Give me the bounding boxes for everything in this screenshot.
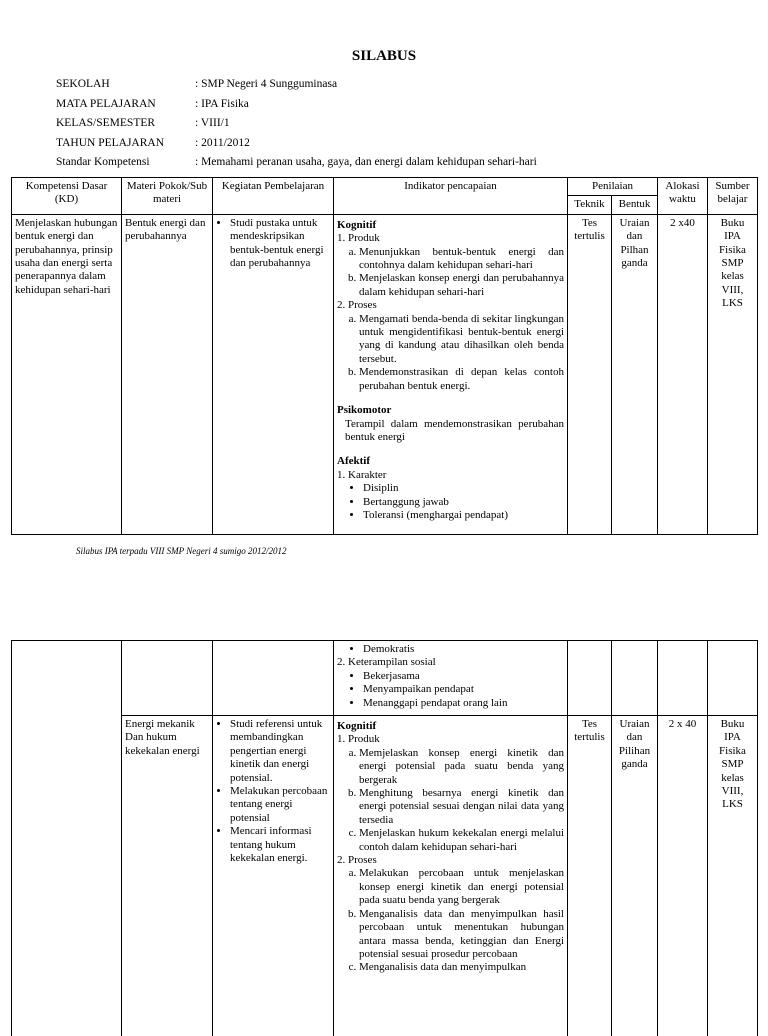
- kegiatan-item: • Mencari informasi tentang hukum kekekalan energi.: [230, 825, 330, 865]
- kognitif-heading: Kognitif: [337, 218, 377, 231]
- karakter-item: • Demokratis: [363, 643, 564, 656]
- meta-row-standar: Standar Kompetensi : Memahami peranan usaha, gaya, dan energi dalam kehidupan sehari-hari: [56, 156, 537, 168]
- kegiatan-cell-2: [213, 716, 334, 1036]
- sosial-item: • Menanggapi pendapat orang lain: [363, 697, 564, 710]
- page-footer: Silabus IPA terpadu VIII SMP Negeri 4 sumigo 2012/2012: [76, 546, 287, 556]
- proses-heading: 2. Proses: [337, 854, 377, 867]
- materi-cell: Bentuk energi dan perubahannya: [122, 214, 213, 534]
- psikomotor-heading: Psikomotor: [337, 404, 392, 417]
- header-kegiatan: Kegiatan Pembelajaran: [213, 178, 334, 215]
- kd-cell: [12, 641, 122, 1036]
- kegiatan-item: • Studi pustaka untuk mendeskripsikan bentuk-bentuk energi dan perubahannya: [230, 217, 330, 271]
- alokasi-cell-2: 2 x 40: [658, 716, 708, 1036]
- sosial-item: • Bekerjasama: [363, 670, 564, 683]
- header-sumber: Sumber belajar: [708, 178, 758, 215]
- document-title: SILABUS: [351, 48, 417, 64]
- meta-row-tahun: TAHUN PELAJARAN : 2011/2012: [56, 136, 250, 149]
- syllabus-table-page2: [11, 640, 758, 1036]
- indikator-item: c. Menganalisis data dan menyimpulkan: [359, 961, 564, 974]
- karakter-item: • Bertanggung jawab: [363, 496, 564, 509]
- teknik-cell: Tes tertulis: [568, 214, 612, 534]
- sosial-item: • Menyampaikan pendapat: [363, 683, 564, 696]
- indikator-cell-2: [334, 716, 568, 1036]
- indikator-item: b. Menganalisis data dan menyimpulkan hasil percobaan untuk menentukan hubungan antara massa benda, ketinggian dan Energi potensial sesuai prosedur percobaan: [359, 908, 564, 962]
- identity-block: [56, 78, 537, 176]
- afektif-heading: Afektif: [337, 455, 370, 468]
- karakter-heading: 1. Karakter: [337, 468, 387, 481]
- meta-row-kelas: KELAS/SEMESTER : VIII/1: [56, 117, 230, 129]
- kognitif-heading: Kognitif: [337, 720, 377, 732]
- indikator-item: a. Menunjukkan bentuk-bentuk energi dan contohnya dalam kehidupan sehari-hari: [359, 246, 564, 273]
- header-bentuk: Bentuk: [612, 196, 658, 214]
- header-kd: Kompetensi Dasar (KD): [12, 178, 122, 215]
- indikator-item: a. Mengamati benda-benda di sekitar lingkungan untuk mengidentifikasi bentuk-bentuk energi yang di kandung atau dihasilkan oleh benda tersebut.: [359, 313, 564, 367]
- kegiatan-item: • Studi referensi untuk membandingkan pengertian energi kinetik dan energi potensial.: [230, 718, 330, 785]
- bentuk-cell: Uraian dan Pilhan ganda: [612, 214, 658, 534]
- materi-cell-2: Energi mekanik Dan hukum kekekalan energi: [122, 716, 213, 1036]
- alokasi-cell: 2 x40: [658, 214, 708, 534]
- kegiatan-cell: [213, 214, 334, 534]
- karakter-item: • Disiplin: [363, 482, 564, 495]
- karakter-item: • Toleransi (menghargai pendapat): [363, 509, 564, 522]
- sumber-cell: Buku IPA Fisika SMP kelas VIII, LKS: [708, 214, 758, 534]
- sosial-heading: 2. Keterampilan sosial: [337, 656, 436, 669]
- kd-cell: Menjelaskan hubungan bentuk energi dan perubahannya, prinsip usaha dan energi serta penerapannya dalam kehidupan sehari-hari: [12, 214, 122, 534]
- header-materi: Materi Pokok/Sub materi: [122, 178, 213, 215]
- indikator-item: b. Menghitung besarnya energi kinetik dan energi potensial sesuai dengan nilai data yang tersedia: [359, 787, 564, 827]
- indikator-cell: [334, 214, 568, 534]
- produk-heading: 1. Produk: [337, 733, 380, 746]
- materi-cell: [122, 641, 213, 716]
- proses-heading: 2. Proses: [337, 299, 377, 312]
- header-indikator: Indikator pencapaian: [334, 178, 568, 215]
- indikator-item: a. Memjelaskan konsep energi kinetik dan energi potensial pada suatu benda yang bergerak: [359, 747, 564, 787]
- bentuk-cell-2: Uraian dan Pilihan ganda: [612, 716, 658, 1036]
- meta-row-mapel: MATA PELAJARAN : IPA Fisika: [56, 97, 249, 110]
- indikator-item: b. Menjelaskan konsep energi dan perubahannya dalam kehidupan sehari-hari: [359, 272, 564, 299]
- indikator-item: c. Menjelaskan hukum kekekalan energi melalui contoh dalam kehidupan sehari-hari: [359, 827, 564, 854]
- meta-row-sekolah: SEKOLAH : SMP Negeri 4 Sungguminasa: [56, 78, 338, 90]
- header-penilaian: Penilaian: [568, 178, 658, 196]
- kegiatan-cell: [213, 641, 334, 716]
- sumber-cell-2: Buku IPA Fisika SMP kelas VIII, LKS: [708, 716, 758, 1036]
- syllabus-table-page1: [11, 177, 758, 535]
- teknik-cell-2: Tes tertulis: [568, 716, 612, 1036]
- header-teknik: Teknik: [568, 196, 612, 214]
- produk-heading: 1. Produk: [337, 232, 380, 245]
- indikator-item: b. Mendemonstrasikan di depan kelas contoh perubahan bentuk energi.: [359, 366, 564, 393]
- psikomotor-text: Terampil dalam mendemonstrasikan perubahan bentuk energi: [345, 417, 564, 443]
- kegiatan-item: • Melakukan percobaan tentang energi potensial: [230, 785, 330, 825]
- indikator-cell: [334, 641, 568, 716]
- header-alokasi: Alokasi waktu: [658, 178, 708, 215]
- indikator-item: a. Melakukan percobaan untuk menjelaskan konsep energi kinetik dan energi potensial pada suatu benda yang bergerak: [359, 867, 564, 907]
